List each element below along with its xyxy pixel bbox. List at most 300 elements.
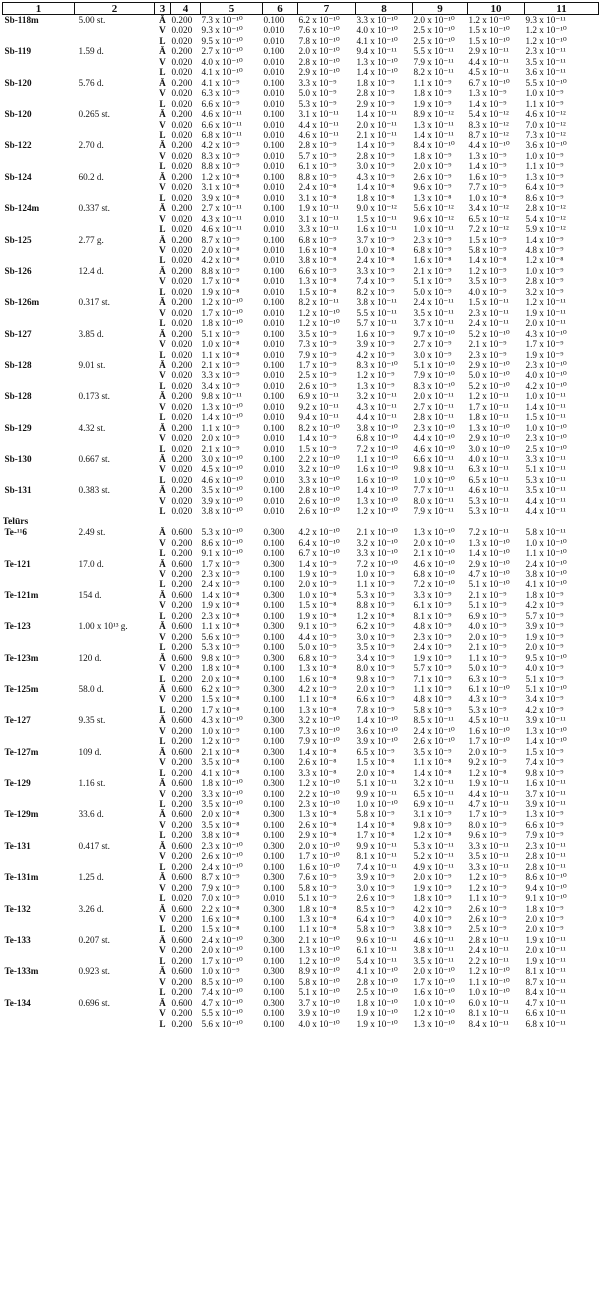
f1-value: 0.200	[171, 537, 193, 548]
dose-coeff: 1.2 x 10⁻¹⁰	[298, 955, 340, 966]
table-row	[3, 611, 599, 621]
dose-coeff: 6.2 x 10⁻⁹	[356, 621, 395, 632]
half-life: 0.173 st.	[78, 391, 110, 402]
dose-coeff: 1.4 x 10⁻¹¹	[356, 109, 397, 120]
half-life: 4.32 st.	[78, 422, 106, 433]
f1-value: 0.200	[171, 913, 193, 924]
dose-coeff: 3.1 x 10⁻⁸	[201, 182, 240, 193]
dose-coeff: 3.2 x 10⁻¹⁰	[298, 464, 340, 475]
dose-coeff: 6.5 x 10⁻¹¹	[468, 474, 509, 485]
dose-coeff: 1.7 x 10⁻¹⁰	[201, 955, 243, 966]
table-row	[3, 224, 599, 234]
table-row	[3, 809, 599, 819]
dose-coeff: 1.0 x 10⁻⁹	[525, 88, 564, 99]
f1-value: 0.100	[263, 454, 285, 465]
dose-coeff: 4.4 x 10⁻¹¹	[525, 495, 566, 506]
empty-cell	[75, 674, 155, 684]
dose-coeff: 4.1 x 10⁻¹⁰	[356, 35, 398, 46]
f1-value: 0.200	[171, 1018, 193, 1029]
dose-coeff: 1.8 x 10⁻⁸	[356, 192, 395, 203]
dose-coeff: 1.2 x 10⁻¹⁰	[298, 778, 340, 789]
col-header: 6	[263, 3, 298, 15]
dose-coeff: 3.9 x 10⁻¹⁰	[201, 495, 243, 506]
dose-coeff: 1.7 x 10⁻¹⁰	[468, 736, 510, 747]
absorption-class: V	[159, 370, 166, 381]
dose-coeff: 1.0 x 10⁻⁹	[201, 966, 240, 977]
empty-cell	[3, 1008, 75, 1018]
empty-cell	[3, 506, 75, 516]
dose-coeff: 6.1 x 10⁻⁹	[413, 600, 452, 611]
half-life: 0.317 st.	[78, 297, 110, 308]
dose-coeff: 8.3 x 10⁻¹⁰	[356, 359, 398, 370]
half-life: 2.77 g.	[78, 234, 104, 245]
dose-coeff: 1.5 x 10⁻¹⁰	[468, 35, 510, 46]
table-row	[3, 778, 599, 788]
absorption-class: Ă	[159, 872, 166, 883]
absorption-class: L	[159, 286, 166, 297]
dose-coeff: 1.5 x 10⁻⁸	[298, 286, 337, 297]
f1-value: 0.600	[171, 527, 193, 538]
f1-value: 0.200	[171, 861, 193, 872]
absorption-class: V	[159, 307, 166, 318]
dose-coeff: 6.7 x 10⁻¹⁰	[298, 548, 340, 559]
f1-value: 0.200	[171, 673, 193, 684]
dose-coeff: 6.1 x 10⁻¹¹	[356, 945, 397, 956]
empty-cell	[75, 893, 155, 903]
dose-coeff: 8.8 x 10⁻⁹	[298, 171, 337, 182]
table-row	[3, 172, 599, 182]
dose-coeff: 7.7 x 10⁻¹¹	[413, 485, 454, 496]
table-row	[3, 621, 599, 631]
table-row	[3, 464, 599, 474]
dose-coeff: 2.9 x 10⁻¹⁰	[468, 433, 510, 444]
dose-coeff: 7.4 x 10⁻¹⁰	[201, 987, 243, 998]
empty-cell	[3, 569, 75, 579]
empty-cell	[75, 611, 155, 621]
table-row	[3, 747, 599, 757]
dose-coeff: 2.5 x 10⁻¹⁰	[356, 987, 398, 998]
absorption-class: Ă	[159, 485, 166, 496]
dose-coeff: 4.2 x 10⁻⁹	[201, 140, 240, 151]
nuclide-name: Sb-126	[4, 265, 32, 276]
dose-coeff: 1.4 x 10⁻⁹	[298, 558, 337, 569]
dose-coeff: 5.7 x 10⁻⁹	[413, 663, 452, 674]
dose-coeff: 7.7 x 10⁻⁹	[468, 182, 507, 193]
dose-coeff: 7.9 x 10⁻¹¹	[413, 56, 454, 67]
f1-value: 0.600	[171, 558, 193, 569]
dose-coeff: 1.6 x 10⁻¹⁰	[468, 725, 510, 736]
dose-coeff: 3.8 x 10⁻¹¹	[356, 297, 397, 308]
dose-coeff: 4.3 x 10⁻¹⁰	[201, 715, 243, 726]
absorption-class: L	[159, 987, 166, 998]
f1-value: 0.020	[171, 224, 193, 235]
dose-coeff: 1.7 x 10⁻⁸	[201, 704, 240, 715]
dose-coeff: 5.1 x 10⁻¹¹	[525, 464, 566, 475]
dose-coeff: 9.4 x 10⁻¹¹	[298, 412, 339, 423]
dose-coeff: 1.3 x 10⁻¹⁰	[413, 1018, 455, 1029]
absorption-class: Ă	[159, 527, 166, 538]
dose-coeff: 4.0 x 10⁻¹⁰	[356, 25, 398, 36]
dose-coeff: 2.6 x 10⁻⁸	[298, 757, 337, 768]
table-row	[3, 872, 599, 882]
dose-coeff: 8.1 x 10⁻¹¹	[525, 966, 566, 977]
table-row	[3, 433, 599, 443]
dose-coeff: 8.5 x 10⁻¹⁰	[201, 976, 243, 987]
dose-coeff: 3.9 x 10⁻⁹	[356, 872, 395, 883]
nuclide-name: Sb-124	[4, 171, 32, 182]
dose-coeff: 5.1 x 10⁻⁹	[201, 328, 240, 339]
dose-coeff: 6.5 x 10⁻¹²	[468, 213, 509, 224]
absorption-class: L	[159, 192, 166, 203]
dose-coeff: 6.0 x 10⁻¹¹	[468, 997, 509, 1008]
dose-coeff: 5.3 x 10⁻¹¹	[413, 840, 454, 851]
dose-coeff: 5.1 x 10⁻⁹	[525, 673, 564, 684]
empty-cell	[75, 977, 155, 987]
dose-coeff: 4.6 x 10⁻¹¹	[201, 224, 242, 235]
dose-coeff: 6.7 x 10⁻¹⁰	[468, 77, 510, 88]
dose-coeff: 2.8 x 10⁻¹¹	[525, 851, 566, 862]
dose-coeff: 1.4 x 10⁻¹¹	[413, 129, 454, 140]
dose-coeff: 1.2 x 10⁻⁸	[525, 255, 564, 266]
dose-coeff: 9.3 x 10⁻¹¹	[525, 15, 566, 25]
half-life: 0.265 st.	[78, 109, 110, 120]
f1-value: 0.010	[263, 276, 285, 287]
dose-coeff: 1.0 x 10⁻¹⁰	[525, 422, 567, 433]
half-life: 0.337 st.	[78, 203, 110, 214]
dose-coeff: 2.8 x 10⁻⁹	[356, 88, 395, 99]
table-row	[3, 140, 599, 150]
section-header-row	[3, 517, 599, 527]
dose-coeff: 6.5 x 10⁻⁹	[356, 746, 395, 757]
f1-value: 0.100	[263, 924, 285, 935]
dose-coeff: 1.3 x 10⁻⁹	[525, 809, 564, 820]
empty-cell	[75, 914, 155, 924]
empty-cell	[75, 799, 155, 809]
table-row	[3, 862, 599, 872]
absorption-class: L	[159, 642, 166, 653]
dose-coeff: 4.5 x 10⁻¹¹	[468, 715, 509, 726]
f1-value: 0.020	[171, 67, 193, 78]
dose-coeff: 4.3 x 10⁻¹¹	[356, 401, 397, 412]
empty-cell	[3, 381, 75, 391]
dose-coeff: 4.7 x 10⁻¹⁰	[468, 569, 510, 580]
f1-value: 0.010	[263, 286, 285, 297]
f1-value: 0.010	[263, 401, 285, 412]
f1-value: 0.020	[171, 56, 193, 67]
f1-value: 0.010	[263, 150, 285, 161]
empty-cell	[75, 245, 155, 255]
dose-coeff: 7.9 x 10⁻⁹	[525, 830, 564, 841]
absorption-class: L	[159, 610, 166, 621]
table-row	[3, 736, 599, 746]
f1-value: 0.010	[263, 893, 285, 904]
dose-coeff: 3.8 x 10⁻⁸	[201, 830, 240, 841]
f1-value: 0.200	[171, 798, 193, 809]
dose-coeff: 5.1 x 10⁻⁹	[468, 600, 507, 611]
dose-coeff: 3.7 x 10⁻⁹	[356, 234, 395, 245]
table-row	[3, 151, 599, 161]
table-row	[3, 402, 599, 412]
dose-coeff: 3.7 x 10⁻¹¹	[525, 788, 566, 799]
dose-coeff: 1.3 x 10⁻⁸	[298, 704, 337, 715]
empty-cell	[75, 579, 155, 589]
dose-coeff: 1.4 x 10⁻⁸	[468, 255, 507, 266]
dose-coeff: 3.0 x 10⁻⁹	[413, 349, 452, 360]
dose-coeff: 2.4 x 10⁻¹¹	[468, 945, 509, 956]
dose-coeff: 8.8 x 10⁻⁹	[201, 161, 240, 172]
absorption-class: L	[159, 579, 166, 590]
table-row	[3, 851, 599, 861]
f1-value: 0.010	[263, 56, 285, 67]
nuclide-name: Te-133m	[4, 966, 39, 977]
dose-coeff: 4.2 x 10⁻⁹	[525, 704, 564, 715]
dose-coeff: 2.0 x 10⁻⁸	[201, 244, 240, 255]
empty-cell	[75, 789, 155, 799]
absorption-class: V	[159, 339, 166, 350]
dose-coeff: 7.3 x 10⁻⁹	[298, 339, 337, 350]
dose-coeff: 2.3 x 10⁻¹⁰	[525, 433, 567, 444]
f1-value: 0.100	[263, 328, 285, 339]
empty-cell	[75, 820, 155, 830]
absorption-class: Ă	[159, 903, 166, 914]
column-number-header	[3, 3, 599, 15]
dose-coeff: 9.8 x 10⁻⁹	[356, 673, 395, 684]
dose-coeff: 1.5 x 10⁻⁸	[298, 600, 337, 611]
f1-value: 0.020	[171, 286, 193, 297]
dose-coeff: 9.6 x 10⁻¹²	[413, 213, 454, 224]
dose-coeff: 2.0 x 10⁻¹⁰	[413, 966, 455, 977]
dose-coeff: 9.1 x 10⁻⁹	[298, 621, 337, 632]
table-row	[3, 977, 599, 987]
table-row	[3, 25, 599, 35]
dose-coeff: 1.9 x 10⁻¹¹	[525, 934, 566, 945]
dose-coeff: 1.3 x 10⁻¹⁰	[413, 527, 455, 538]
table-row	[3, 590, 599, 600]
empty-cell	[75, 496, 155, 506]
dose-coeff: 1.6 x 10⁻¹⁰	[298, 861, 340, 872]
dose-coeff: 6.4 x 10⁻⁹	[525, 182, 564, 193]
nuclide-name: Te-121	[4, 558, 31, 569]
dose-coeff: 5.4 x 10⁻¹²	[525, 213, 566, 224]
dose-coeff: 3.0 x 10⁻⁹	[356, 161, 395, 172]
empty-cell	[75, 600, 155, 610]
dose-coeff: 5.0 x 10⁻⁹	[468, 663, 507, 674]
empty-cell	[3, 736, 75, 746]
dose-coeff: 2.8 x 10⁻⁹	[525, 276, 564, 287]
empty-cell	[3, 851, 75, 861]
half-life: 5.76 d.	[78, 77, 104, 88]
dose-coeff: 1.6 x 10⁻¹¹	[356, 224, 397, 235]
dose-coeff: 9.4 x 10⁻¹¹	[356, 46, 397, 57]
half-life: 109 d.	[78, 746, 102, 757]
empty-cell	[3, 350, 75, 360]
empty-cell	[75, 862, 155, 872]
empty-cell	[75, 548, 155, 558]
f1-value: 0.020	[171, 433, 193, 444]
empty-cell	[3, 412, 75, 422]
empty-cell	[75, 370, 155, 380]
f1-value: 0.200	[171, 569, 193, 580]
dose-coeff: 1.2 x 10⁻¹⁰	[468, 966, 510, 977]
dose-coeff: 3.3 x 10⁻⁹	[413, 589, 452, 600]
dose-coeff: 1.0 x 10⁻⁸	[356, 244, 395, 255]
f1-value: 0.100	[263, 610, 285, 621]
dose-coeff: 3.9 x 10⁻¹¹	[525, 798, 566, 809]
dose-coeff: 3.0 x 10⁻¹⁰	[201, 454, 243, 465]
f1-value: 0.010	[263, 213, 285, 224]
f1-value: 0.100	[263, 1008, 285, 1019]
table-row	[3, 109, 599, 119]
f1-value: 0.200	[171, 819, 193, 830]
nuclide-name: Sb-131	[4, 485, 32, 496]
empty-cell	[75, 538, 155, 548]
f1-value: 0.020	[171, 182, 193, 193]
dose-coeff: 5.3 x 10⁻¹⁰	[201, 527, 243, 538]
f1-value: 0.600	[171, 872, 193, 883]
nuclide-name: Te-127	[4, 715, 31, 726]
table-row	[3, 46, 599, 56]
dose-coeff: 4.0 x 10⁻¹⁰	[201, 56, 243, 67]
dose-coeff: 2.0 x 10⁻¹⁰	[413, 537, 455, 548]
dose-coeff: 2.7 x 10⁻¹¹	[201, 203, 242, 214]
dose-coeff: 4.0 x 10⁻¹⁰	[298, 1018, 340, 1029]
table-row	[3, 559, 599, 569]
dose-coeff: 8.6 x 10⁻⁹	[525, 192, 564, 203]
dose-coeff: 1.8 x 10⁻⁹	[525, 903, 564, 914]
empty-cell	[3, 799, 75, 809]
table-row	[3, 820, 599, 830]
dose-coeff: 2.8 x 10⁻¹¹	[468, 934, 509, 945]
empty-cell	[75, 25, 155, 35]
dose-coeff: 2.1 x 10⁻¹⁰	[356, 527, 398, 538]
dose-coeff: 9.4 x 10⁻¹⁰	[525, 882, 567, 893]
dose-coeff: 5.3 x 10⁻⁹	[201, 642, 240, 653]
dose-coeff: 3.3 x 10⁻¹¹	[468, 861, 509, 872]
dose-coeff: 1.4 x 10⁻¹⁰	[356, 715, 398, 726]
half-life: 1.25 d.	[78, 872, 104, 883]
dose-coeff: 5.8 x 10⁻⁹	[356, 809, 395, 820]
nuclide-name: Te-131	[4, 840, 31, 851]
dose-coeff: 1.1 x 10⁻⁹	[525, 161, 564, 172]
nuclide-name: Te-123m	[4, 652, 39, 663]
empty-cell	[75, 1008, 155, 1018]
dose-coeff: 7.9 x 10⁻¹⁰	[413, 370, 455, 381]
empty-cell	[3, 548, 75, 558]
col-header: 7	[298, 3, 356, 15]
dose-coeff: 1.0 x 10⁻⁸	[201, 339, 240, 350]
absorption-class: L	[159, 349, 166, 360]
absorption-class: Ă	[159, 652, 166, 663]
dose-coeff: 4.7 x 10⁻¹¹	[468, 798, 509, 809]
empty-cell	[75, 67, 155, 77]
dose-coeff: 6.8 x 10⁻¹⁰	[356, 433, 398, 444]
f1-value: 0.200	[171, 579, 193, 590]
table-row	[3, 684, 599, 694]
empty-cell	[75, 883, 155, 893]
dose-coeff: 6.6 x 10⁻¹¹	[413, 454, 454, 465]
f1-value: 0.010	[263, 464, 285, 475]
dose-coeff: 2.6 x 10⁻¹⁰	[201, 851, 243, 862]
f1-value: 0.200	[171, 109, 193, 120]
dose-coeff: 2.6 x 10⁻¹⁰	[298, 506, 340, 517]
nuclide-name: Sb-126m	[4, 297, 40, 308]
f1-value: 0.600	[171, 715, 193, 726]
f1-value: 0.600	[171, 621, 193, 632]
empty-cell	[75, 705, 155, 715]
dose-coeff: 2.2 x 10⁻⁸	[201, 903, 240, 914]
dose-coeff: 2.1 x 10⁻⁹	[201, 359, 240, 370]
half-life: 1.16 st.	[78, 778, 106, 789]
absorption-class: Ă	[159, 715, 166, 726]
empty-cell	[3, 475, 75, 485]
dose-coeff: 4.0 x 10⁻⁹	[413, 913, 452, 924]
empty-cell	[3, 757, 75, 767]
dose-coeff: 5.0 x 10⁻⁹	[298, 642, 337, 653]
dose-coeff: 3.3 x 10⁻⁸	[298, 767, 337, 778]
empty-cell	[3, 464, 75, 474]
f1-value: 0.300	[263, 746, 285, 757]
f1-value: 0.100	[263, 788, 285, 799]
empty-cell	[75, 475, 155, 485]
table-row	[3, 182, 599, 192]
table-row	[3, 78, 599, 88]
dose-coeff: 4.6 x 10⁻¹¹	[201, 109, 242, 120]
f1-value: 0.100	[263, 579, 285, 590]
table-row	[3, 663, 599, 673]
f1-value: 0.600	[171, 589, 193, 600]
nuclide-name: Te-127m	[4, 746, 39, 757]
dose-coeff: 3.9 x 10⁻⁸	[201, 192, 240, 203]
f1-value: 0.200	[171, 924, 193, 935]
absorption-class: V	[159, 788, 166, 799]
dose-coeff: 3.2 x 10⁻¹⁰	[298, 715, 340, 726]
dose-coeff: 6.3 x 10⁻⁹	[468, 673, 507, 684]
dose-coeff: 2.6 x 10⁻¹⁰	[298, 495, 340, 506]
empty-cell	[3, 789, 75, 799]
f1-value: 0.100	[263, 663, 285, 674]
nuclide-name: Te-¹¹6	[4, 527, 28, 538]
dose-coeff: 3.1 x 10⁻⁹	[413, 809, 452, 820]
dose-coeff: 7.9 x 10⁻¹⁰	[298, 736, 340, 747]
f1-value: 0.010	[263, 119, 285, 130]
f1-value: 0.200	[171, 757, 193, 768]
dose-coeff: 2.3 x 10⁻⁹	[413, 631, 452, 642]
dose-coeff: 3.5 x 10⁻⁹	[468, 276, 507, 287]
dose-coeff: 7.9 x 10⁻⁹	[298, 349, 337, 360]
dose-coeff: 1.9 x 10⁻¹⁰	[356, 1018, 398, 1029]
dose-coeff: 4.2 x 10⁻⁹	[298, 684, 337, 694]
empty-cell	[3, 339, 75, 349]
dose-coeff: 1.0 x 10⁻¹⁰	[413, 997, 455, 1008]
dose-coeff: 6.1 x 10⁻¹⁰	[468, 684, 510, 694]
absorption-class: L	[159, 67, 166, 78]
empty-cell	[3, 611, 75, 621]
dose-coeff: 4.1 x 10⁻¹⁰	[201, 67, 243, 78]
dose-coeff: 8.2 x 10⁻¹⁰	[298, 422, 340, 433]
empty-cell	[75, 726, 155, 736]
dose-coeff: 1.8 x 10⁻¹⁰	[201, 778, 243, 789]
dose-coeff: 1.0 x 10⁻¹⁰	[413, 474, 455, 485]
dose-coeff: 8.7 x 10⁻¹²	[468, 129, 509, 140]
dose-coeff: 4.1 x 10⁻⁹	[201, 77, 240, 88]
table-row	[3, 757, 599, 767]
dose-coeff: 4.3 x 10⁻¹⁰	[525, 328, 567, 339]
half-life: 60.2 d.	[78, 171, 104, 182]
f1-value: 0.600	[171, 778, 193, 789]
table-row	[3, 841, 599, 851]
dose-coeff: 6.6 x 10⁻⁹	[201, 98, 240, 109]
empty-cell	[75, 214, 155, 224]
